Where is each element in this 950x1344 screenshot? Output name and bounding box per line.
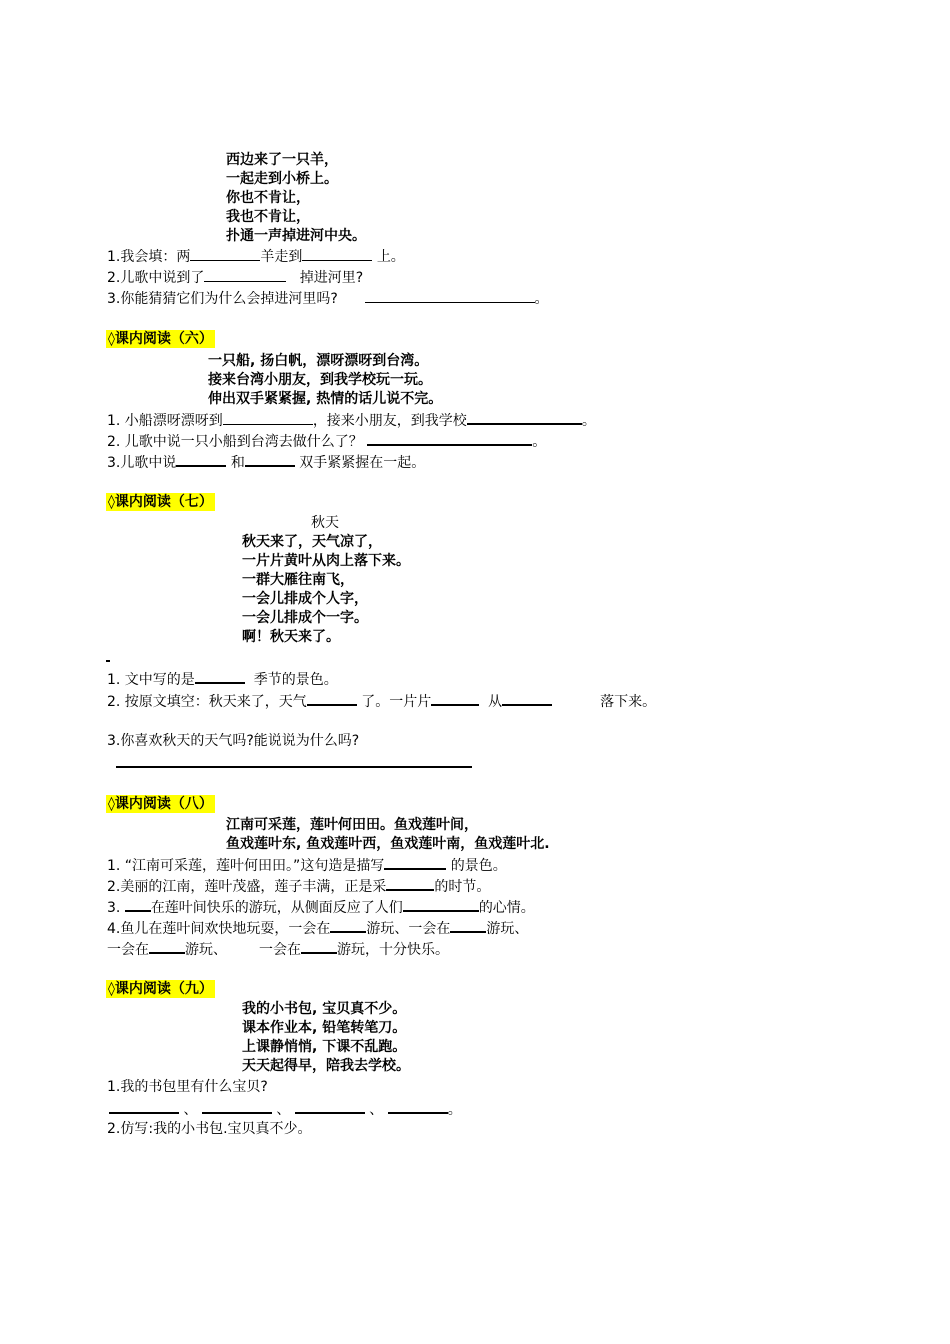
separator: 。 bbox=[447, 1102, 462, 1118]
answer-blank[interactable] bbox=[301, 939, 337, 954]
question-8-4 bbox=[107, 918, 528, 938]
question-text: 羊走到 bbox=[260, 249, 303, 265]
question-text: 游玩、 bbox=[486, 921, 529, 937]
poem-title: 秋天 bbox=[311, 515, 339, 531]
question-text: 1. 小船漂呀漂呀到 bbox=[107, 413, 223, 429]
answer-blank[interactable] bbox=[307, 691, 357, 706]
question-text: 季节的景色。 bbox=[253, 672, 338, 688]
section-title-9 bbox=[106, 980, 215, 998]
question-text: 上。 bbox=[376, 249, 405, 265]
question-text: 4.鱼儿在莲叶间欢快地玩耍，一会在 bbox=[107, 921, 331, 937]
question-text: 了。一片片 bbox=[361, 694, 432, 710]
question-text: 落下来。 bbox=[600, 694, 657, 710]
question-text: ，接来小朋友，到我学校 bbox=[312, 413, 467, 429]
answer-blank[interactable] bbox=[386, 876, 434, 891]
question-text: 。 bbox=[534, 291, 549, 307]
answer-blank[interactable] bbox=[384, 855, 446, 870]
poem-line: 一片片黄叶从肉上落下来。 bbox=[242, 553, 410, 569]
section-title-7 bbox=[106, 493, 215, 511]
poem-line: 扑通一声掉进河中央。 bbox=[226, 228, 366, 244]
question-text: 。 bbox=[532, 434, 547, 450]
question-text: 游玩，十分快乐。 bbox=[337, 942, 449, 958]
answer-blank[interactable] bbox=[202, 1099, 272, 1114]
question-text: 的心情。 bbox=[478, 900, 535, 916]
section-title-8 bbox=[106, 795, 215, 813]
poem-line: 我的小书包, 宝贝真不少。 bbox=[242, 1001, 407, 1017]
answer-blank[interactable] bbox=[295, 1099, 365, 1114]
question-text: 一会在 bbox=[259, 942, 301, 958]
answer-blank[interactable] bbox=[403, 897, 479, 912]
question-6-3 bbox=[107, 452, 425, 472]
answer-blank[interactable] bbox=[467, 410, 582, 425]
answer-blank[interactable] bbox=[245, 452, 295, 467]
poem-line: 西边来了一只羊， bbox=[226, 152, 338, 168]
question-text: 3. bbox=[107, 900, 121, 916]
section-title-text: ◊课内阅读（六） bbox=[108, 331, 213, 347]
question-7-1 bbox=[107, 669, 338, 689]
question-text: 1. 文中写的是 bbox=[107, 672, 195, 688]
question-7-2 bbox=[107, 691, 656, 711]
poem-line: 课本作业本, 铅笔转笔刀。 bbox=[242, 1020, 407, 1036]
poem-line: 接来台湾小朋友，到我学校玩一玩。 bbox=[208, 372, 432, 388]
poem-line: 一起走到小桥上。 bbox=[226, 171, 338, 187]
section-title-text: ◊课内阅读（七） bbox=[108, 494, 213, 510]
poem-line: 上课静悄悄, 下课不乱跑。 bbox=[242, 1039, 407, 1055]
question-6-2 bbox=[107, 431, 546, 451]
question-text: 一会在 bbox=[107, 942, 149, 958]
separator: 、 bbox=[276, 1102, 291, 1118]
question-text: 。 bbox=[581, 413, 596, 429]
question-5-2 bbox=[107, 268, 363, 287]
question-text: 2.美丽的江南，莲叶茂盛，莲子丰满，正是采 bbox=[107, 879, 387, 895]
poem-line: 一会儿排成个人字， bbox=[242, 591, 368, 607]
poem-line: 你也不肯让， bbox=[226, 190, 310, 206]
answer-blank[interactable] bbox=[388, 1099, 448, 1114]
poem-line: 秋天来了，天气凉了， bbox=[242, 534, 382, 550]
bullet-mark bbox=[106, 660, 110, 662]
question-text: 2.儿歌中说到了 bbox=[107, 270, 205, 286]
question-text: 和 bbox=[230, 455, 245, 471]
section-title-text: ◊课内阅读（八） bbox=[108, 796, 213, 812]
poem-line: 一群大雁往南飞， bbox=[242, 572, 354, 588]
answer-blank[interactable] bbox=[330, 918, 366, 933]
answer-blank[interactable] bbox=[365, 289, 535, 303]
poem-line: 我也不肯让， bbox=[226, 209, 310, 225]
question-text: 1.我会填：两 bbox=[107, 249, 191, 265]
question-text: 的景色。 bbox=[450, 858, 507, 874]
question-text: 的时节。 bbox=[434, 879, 491, 895]
answer-blank[interactable] bbox=[367, 431, 532, 446]
answer-row-9-1 bbox=[109, 1099, 462, 1119]
answer-blank[interactable] bbox=[190, 247, 260, 261]
answer-blank[interactable] bbox=[195, 669, 245, 684]
question-text: 2. 按原文填空：秋天来了，天气 bbox=[107, 694, 307, 710]
answer-line[interactable] bbox=[116, 766, 472, 768]
answer-blank[interactable] bbox=[302, 247, 372, 261]
question-6-1 bbox=[107, 410, 596, 430]
question-8-4-cont bbox=[107, 939, 449, 959]
question-text: 从 bbox=[488, 694, 503, 710]
question-text: 游玩、一会在 bbox=[366, 921, 451, 937]
answer-blank[interactable] bbox=[204, 268, 286, 282]
question-text: 1. “江南可采莲，莲叶何田田。”这句造是描写 bbox=[107, 858, 385, 874]
answer-blank[interactable] bbox=[223, 411, 313, 425]
answer-blank[interactable] bbox=[149, 939, 185, 954]
question-8-2 bbox=[107, 876, 490, 896]
separator: 、 bbox=[183, 1102, 198, 1118]
question-8-1 bbox=[107, 855, 507, 875]
question-9-2: 2.仿写:我的小书包.宝贝真不少。 bbox=[107, 1121, 312, 1137]
answer-blank[interactable] bbox=[109, 1099, 179, 1114]
question-8-3 bbox=[107, 897, 535, 917]
poem-line: 鱼戏莲叶东, 鱼戏莲叶西，鱼戏莲叶南，鱼戏莲叶北. bbox=[226, 836, 550, 852]
question-text: 3.你能猜猜它们为什么会掉进河里吗? bbox=[107, 291, 338, 307]
answer-blank[interactable] bbox=[502, 691, 552, 706]
question-text: 双手紧紧握在一起。 bbox=[299, 455, 426, 471]
answer-blank[interactable] bbox=[450, 918, 486, 933]
question-text: 3.儿歌中说 bbox=[107, 455, 177, 471]
poem-line: 天天起得早，陪我去学校。 bbox=[242, 1058, 410, 1074]
section-title-6 bbox=[106, 330, 215, 348]
question-5-3 bbox=[107, 289, 549, 308]
question-text: 游玩、 bbox=[185, 942, 227, 958]
answer-blank[interactable] bbox=[125, 897, 151, 912]
question-text: 掉进河里? bbox=[299, 270, 364, 286]
poem-line: 一只船, 扬白帆，漂呀漂呀到台湾。 bbox=[208, 353, 429, 369]
poem-line: 一会儿排成个一字。 bbox=[242, 610, 368, 626]
question-text: 2. 儿歌中说一只小船到台湾去做什么了？ bbox=[107, 434, 363, 450]
answer-blank[interactable] bbox=[176, 452, 226, 467]
question-7-3: 3.你喜欢秋天的天气吗?能说说为什么吗? bbox=[107, 733, 360, 749]
section-title-text: ◊课内阅读（九） bbox=[108, 981, 213, 997]
question-5-1 bbox=[107, 247, 405, 266]
answer-blank[interactable] bbox=[431, 691, 479, 706]
poem-line: 江南可采莲，莲叶何田田。鱼戏莲叶间， bbox=[226, 817, 478, 833]
separator: 、 bbox=[369, 1102, 384, 1118]
poem-line: 啊！秋天来了。 bbox=[242, 629, 340, 645]
question-9-1: 1.我的书包里有什么宝贝? bbox=[107, 1079, 268, 1095]
question-text: 在莲叶间快乐的游玩，从侧面反应了人们 bbox=[150, 900, 403, 916]
poem-line: 伸出双手紧紧握, 热情的话儿说不完。 bbox=[208, 391, 443, 407]
